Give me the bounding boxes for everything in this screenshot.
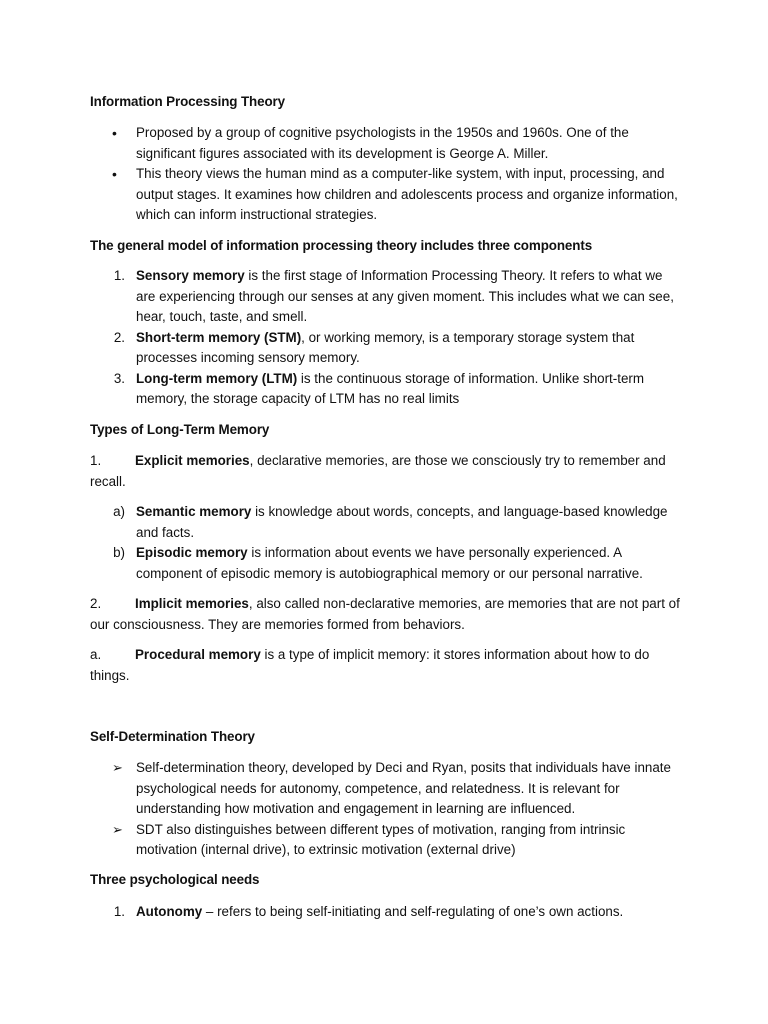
list-item — [90, 123, 680, 164]
arrow-bullet-icon: ➢ — [112, 821, 123, 837]
term-description: – refers to being self-initiating and self-regulating of one’s own actions. — [202, 904, 624, 919]
list-number: 1. — [113, 904, 125, 919]
list-item — [90, 266, 680, 328]
ipt-bullet-text: Proposed by a group of cognitive psychologists in the 1950s and 1960s. One of the significant figures associated with its development is George A. Miller. — [136, 125, 629, 161]
term-implicit-memories: Implicit memories — [135, 596, 249, 611]
list-item — [90, 820, 680, 861]
heading-three-psychological-needs: Three psychological needs — [90, 872, 260, 887]
implicit-memories-paragraph — [90, 594, 690, 635]
list-item — [90, 369, 680, 410]
term-episodic-memory: Episodic memory — [136, 545, 248, 560]
list-number: 3. — [113, 370, 125, 386]
needs-numbered-list — [90, 902, 680, 923]
heading-information-processing-theory: Information Processing Theory — [90, 94, 286, 109]
term-description: is knowledge about words, concepts, and language-based knowledge and facts. — [136, 504, 668, 540]
procedural-memory-paragraph — [90, 645, 690, 686]
term-semantic-memory: Semantic memory — [136, 504, 252, 519]
heading-self-determination-theory: Self-Determination Theory — [90, 729, 255, 744]
list-number: 2. — [113, 329, 125, 345]
sdt-bullet-text: SDT also distinguishes between different types of motivation, ranging from intrinsic motivation (internal drive), to extrinsic motivation (external drive) — [136, 821, 626, 857]
sdt-arrow-list — [90, 758, 680, 861]
explicit-sub-list — [90, 502, 680, 584]
term-description: is information about events we have personally experienced. A component of episodic memory is autobiographical memory or our personal narrative. — [136, 545, 643, 581]
term-procedural-memory: Procedural memory — [135, 647, 261, 662]
sdt-bullet-text: Self-determination theory, developed by Deci and Ryan, posits that individuals have innate psychological needs for autonomy, competence, and relatedness. It is relevant for understanding how motivation and engagement in learning are influenced. — [136, 760, 671, 816]
term-description: , or working memory, is a temporary storage system that processes incoming sensory memory. — [136, 329, 635, 365]
list-item — [90, 164, 680, 226]
list-letter: a) — [113, 504, 125, 519]
list-item — [90, 328, 680, 369]
list-letter: a. — [90, 647, 102, 662]
ipt-bullet-text: This theory views the human mind as a computer-like system, with input, processing, and output stages. It examines how children and adolescents process and organize information, which can inform instructional strategies. — [136, 166, 678, 222]
heading-general-model: The general model of information processing theory includes three components — [90, 238, 593, 253]
term-description: is the continuous storage of information. Unlike short-term memory, the storage capacity of LTM has no real limits — [136, 370, 645, 406]
list-number: 1. — [113, 268, 125, 283]
model-numbered-list — [90, 266, 680, 410]
bullet-icon: • — [112, 125, 117, 141]
explicit-memories-paragraph — [90, 451, 690, 492]
term-description: is a type of implicit memory: it stores information about how to do things. — [90, 647, 650, 683]
bullet-icon: • — [112, 166, 117, 182]
arrow-bullet-icon: ➢ — [112, 760, 123, 775]
term-description: is the first stage of Information Processing Theory. It refers to what we are experiencing through our senses at any given moment. This includes what we can see, hear, touch, taste, and smell. — [136, 268, 674, 324]
term-long-term-memory: Long-term memory (LTM) — [136, 370, 298, 386]
list-letter: b) — [113, 545, 125, 560]
term-short-term-memory: Short-term memory (STM) — [136, 329, 302, 345]
term-autonomy: Autonomy — [136, 904, 203, 919]
term-description: , declarative memories, are those we consciously try to remember and recall. — [90, 453, 666, 489]
term-explicit-memories: Explicit memories — [135, 453, 250, 468]
list-number: 2. — [90, 596, 102, 611]
list-item — [90, 902, 680, 923]
ipt-bullet-list — [90, 123, 680, 226]
list-number: 1. — [90, 453, 102, 468]
list-item — [90, 543, 680, 584]
heading-types-of-ltm: Types of Long-Term Memory — [90, 422, 270, 437]
term-description: , also called non-declarative memories, are memories that are not part of our consciousness. They are memories formed from behaviors. — [90, 596, 680, 632]
list-item — [90, 758, 680, 820]
list-item — [90, 502, 680, 543]
term-sensory-memory: Sensory memory — [136, 268, 245, 283]
